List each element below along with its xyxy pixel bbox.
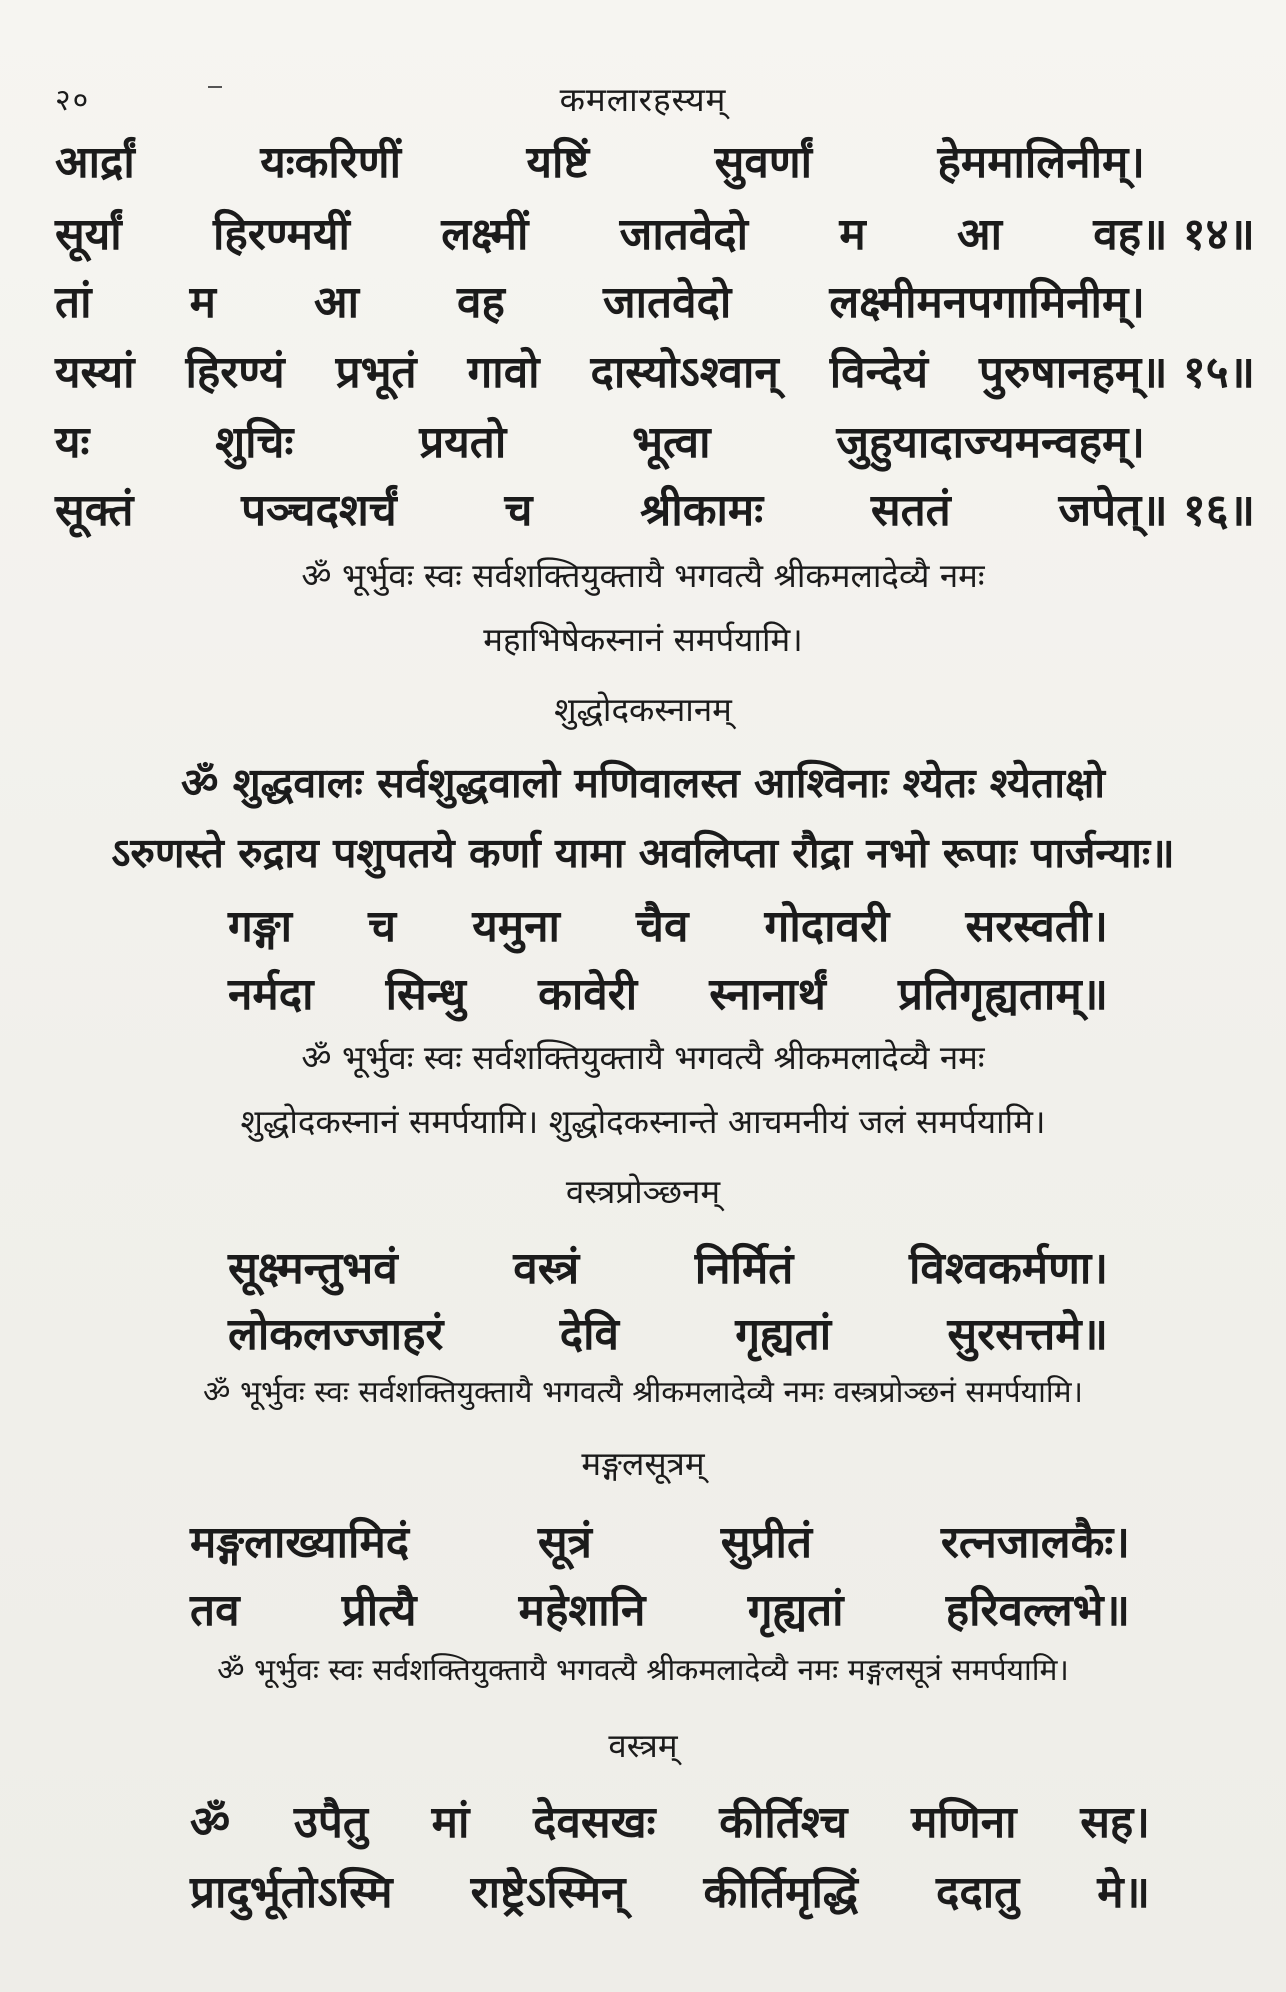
verse-word: च: [368, 901, 397, 952]
verse-word: नर्मदा: [228, 969, 314, 1020]
verse-word: देवि: [559, 1309, 619, 1360]
verse-word: लोकलज्जाहरं: [228, 1309, 444, 1360]
verse-word: सततं: [870, 485, 951, 536]
mantra-line: ॐ भूर्भुवः स्वः सर्वशक्तियुक्तायै भगवत्यै श्रीकमलादेव्यै नमः: [301, 556, 985, 595]
verse-word: म: [839, 209, 866, 260]
verse-word: स्नानार्थं: [709, 969, 826, 1020]
verse-word: च: [504, 485, 533, 536]
verse-word: सरस्वती।: [965, 901, 1108, 952]
verse-word: शुचिः: [215, 417, 294, 468]
verse-word: विन्देयं: [829, 347, 929, 398]
verse-word: जुहुयादाज्यमन्वहम्।: [836, 417, 1145, 468]
verse-word: कीर्तिमृद्धिं: [703, 1867, 859, 1918]
verse-word: गङ्गा: [228, 901, 293, 952]
verse-word: राष्ट्रेऽस्मिन्: [470, 1867, 626, 1918]
verse-word: मणिना: [911, 1797, 1017, 1848]
verse-word: सुरसत्तमे॥: [947, 1309, 1108, 1360]
verse-line: [228, 962, 1108, 1022]
verse-word: वस्त्रं: [513, 1243, 580, 1294]
verse-word: हिरण्यं: [185, 347, 285, 398]
verse-word: सूक्तं: [55, 485, 134, 536]
verse-line-6: [55, 478, 1255, 538]
verse-word: देवसखः: [533, 1797, 656, 1848]
verse-word: मङ्गलाख्यामिदं: [190, 1517, 410, 1568]
verse-word: वह॥ १४॥: [1093, 209, 1255, 260]
verse-word: ददातु: [936, 1867, 1020, 1918]
verse-word: प्रतिगृह्यताम्॥: [897, 969, 1108, 1020]
verse-word: जपेत्॥ १६॥: [1058, 485, 1255, 536]
verse-word: गावो: [467, 347, 540, 398]
prose-line: ॐ शुद्धवालः सर्वशुद्धवालो मणिवालस्त आश्विनाः श्येतः श्येताक्षो: [181, 759, 1105, 807]
verse-word: मां: [431, 1797, 470, 1848]
verse-word: गृह्यतां: [735, 1309, 832, 1360]
verse-word: उपैतु: [293, 1797, 368, 1848]
verse-word: सूक्ष्मन्तुभवं: [228, 1243, 398, 1294]
verse-line: [228, 894, 1108, 954]
verse-word: रत्नजालकैः।: [940, 1517, 1130, 1568]
verse-word: यष्टिं: [526, 137, 590, 188]
section-heading-shuddhodaka: शुद्धोदकस्नानम्: [554, 690, 732, 729]
verse-word: म: [189, 277, 216, 328]
verse-word: तव: [190, 1585, 240, 1636]
verse-word: यःकरिणीं: [260, 137, 402, 188]
verse-word: आर्द्रां: [55, 137, 135, 188]
verse-line-5: [55, 410, 1145, 470]
verse-word: ॐ: [190, 1797, 231, 1848]
verse-word: सूर्यां: [55, 209, 122, 260]
verse-word: यमुना: [472, 901, 560, 952]
verse-word: सूत्रं: [537, 1517, 592, 1568]
verse-line-2: [55, 202, 1255, 262]
verse-word: सह।: [1080, 1797, 1150, 1848]
verse-word: भूत्वा: [632, 417, 711, 468]
verse-word: गृह्यतां: [747, 1585, 844, 1636]
prose-line: ऽरुणस्ते रुद्राय पशुपतये कर्णा यामा अवलिप्ता रौद्रा नभो रूपाः पार्जन्याः॥: [111, 829, 1175, 877]
verse-line: [190, 1510, 1130, 1570]
verse-line-3: [55, 270, 1145, 330]
verse-word: जातवेदो: [602, 277, 732, 328]
verse-word: आ: [313, 277, 359, 328]
verse-word: सिन्धु: [385, 969, 466, 1020]
verse-word: प्रादुर्भूतोऽस्मि: [190, 1867, 393, 1918]
verse-word: कीर्तिश्च: [719, 1797, 848, 1848]
verse-line-4: [55, 340, 1255, 400]
section-heading-mangalasutra: मङ्गलसूत्रम्: [581, 1444, 705, 1483]
verse-word: तां: [55, 277, 92, 328]
verse-word: मे॥: [1097, 1867, 1150, 1918]
verse-line: [190, 1578, 1130, 1638]
verse-word: सुप्रीतं: [720, 1517, 813, 1568]
verse-word: कावेरी: [538, 969, 638, 1020]
running-title: कमलारहस्यम्: [559, 80, 727, 119]
verse-word: निर्मितं: [694, 1243, 794, 1294]
page-number: २०: [55, 83, 91, 118]
section-heading-vastra: वस्त्रम्: [608, 1726, 678, 1765]
section-heading-vastraproksha: वस्त्रप्रोञ्छनम्: [565, 1172, 721, 1211]
verse-word: जातवेदो: [619, 209, 749, 260]
verse-word: लक्ष्मीं: [441, 209, 529, 260]
verse-word: महेशानि: [518, 1585, 646, 1636]
verse-word: प्रयतो: [419, 417, 507, 468]
mantra-line: महाभिषेकस्नानं समर्पयामि।: [483, 620, 803, 659]
verse-line-1: [55, 130, 1145, 190]
verse-word: आ: [957, 209, 1002, 260]
verse-word: श्रीकामः: [640, 485, 764, 536]
verse-word: दास्योऽश्वान्: [590, 347, 779, 398]
mantra-line: ॐ भूर्भुवः स्वः सर्वशक्तियुक्तायै भगवत्यै श्रीकमलादेव्यै नमः: [301, 1038, 985, 1077]
verse-word: लक्ष्मीमनपगामिनीम्।: [829, 277, 1145, 328]
mantra-line: शुद्धोदकस्नानं समर्पयामि। शुद्धोदकस्नान्ते आचमनीयं जलं समर्पयामि।: [240, 1102, 1046, 1141]
verse-word: प्रीत्यै: [341, 1585, 417, 1636]
verse-line: [228, 1302, 1108, 1362]
verse-word: हिरण्मयीं: [213, 209, 350, 260]
verse-word: प्रभूतं: [335, 347, 417, 398]
verse-word: चैव: [636, 901, 689, 952]
verse-line: [190, 1860, 1150, 1920]
verse-line: [228, 1236, 1108, 1296]
verse-word: वह: [457, 277, 505, 328]
verse-word: विश्वकर्मणा।: [908, 1243, 1108, 1294]
verse-word: गोदावरी: [764, 901, 890, 952]
verse-word: यस्यां: [55, 347, 135, 398]
verse-word: हरिवल्लभे॥: [945, 1585, 1130, 1636]
verse-word: यः: [55, 417, 90, 468]
verse-word: पुरुषानहम्॥ १५॥: [978, 347, 1255, 398]
verse-word: हेममालिनीम्।: [937, 137, 1145, 188]
verse-word: पञ्चदशर्चं: [241, 485, 397, 536]
verse-word: सुवर्णां: [714, 137, 813, 188]
mantra-line: ॐ भूर्भुवः स्वः सर्वशक्तियुक्तायै भगवत्यै श्रीकमलादेव्यै नमः मङ्गलसूत्रं समर्पयामि।: [217, 1653, 1069, 1688]
verse-line: [190, 1790, 1150, 1850]
mantra-line: ॐ भूर्भुवः स्वः सर्वशक्तियुक्तायै भगवत्यै श्रीकमलादेव्यै नमः वस्त्रप्रोञ्छनं समर्पयामि।: [203, 1375, 1083, 1410]
